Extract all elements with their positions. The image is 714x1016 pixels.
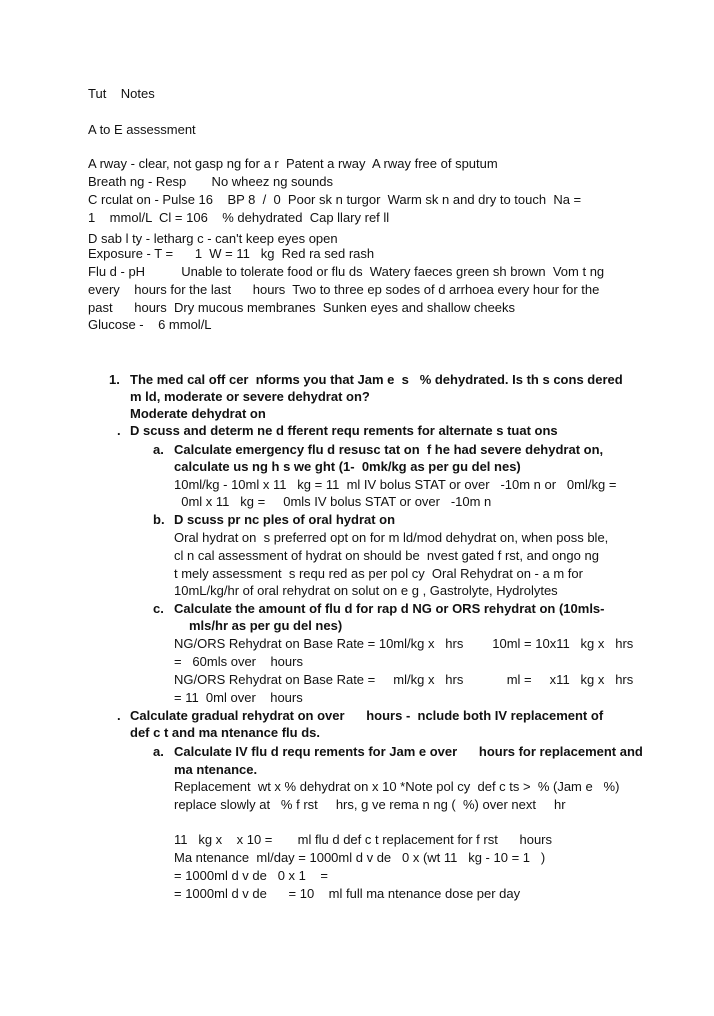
list-number: 1. — [109, 372, 120, 387]
answer-text: NG/ORS Rehydrat on Base Rate = 10ml/kg x hrs 10ml = 10x11 kg x hrs — [174, 636, 634, 651]
sub-question-text: ma ntenance. — [174, 762, 258, 777]
sub-question-text: mls/hr as per gu del nes) — [189, 618, 343, 633]
assessment-line: 1 mmol/L Cl = 106 % dehydrated Cap llary ref ll — [88, 210, 390, 225]
answer-text: Moderate dehydrat on — [130, 406, 266, 421]
answer-text: 10mL/kg/hr of oral rehydrat on solut on e g , Gastrolyte, Hydrolytes — [174, 583, 558, 598]
answer-text: 0ml x 11 kg = 0mls IV bolus STAT or over -10m n — [174, 494, 492, 509]
answer-text: 11 kg x x 10 = ml flu d def c t replacement for f rst hours — [174, 832, 552, 847]
assessment-line: Flu d - pH Unable to tolerate food or flu ds Watery faeces green sh brown Vom t ng — [88, 264, 605, 279]
answer-text: NG/ORS Rehydrat on Base Rate = ml/kg x hrs ml = x11 kg x hrs — [174, 672, 634, 687]
sub-list-letter: a. — [153, 442, 164, 457]
question-text: The med cal off cer nforms you that Jam e s % dehydrated. Is th s cons dered — [130, 372, 623, 387]
assessment-line: C rculat on - Pulse 16 BP 8 / 0 Poor sk n turgor Warm sk n and dry to touch Na = — [88, 192, 582, 207]
sub-question-text: Calculate emergency flu d resusc tat on f he had severe dehydrat on, — [174, 442, 604, 457]
assessment-line: past hours Dry mucous membranes Sunken eyes and shallow cheeks — [88, 300, 516, 315]
assessment-line: Glucose - 6 mmol/L — [88, 317, 212, 332]
sub-list-letter: b. — [153, 512, 165, 527]
sub-list-letter: c. — [153, 601, 164, 616]
answer-text: Ma ntenance ml/day = 1000ml d v de 0 x (wt 11 kg - 10 = 1 ) — [174, 850, 546, 865]
assessment-line: Exposure - T = 1 W = 11 kg Red ra sed rash — [88, 246, 375, 261]
assessment-line: D sab l ty - letharg c - can't keep eyes open — [88, 231, 338, 246]
answer-text: Oral hydrat on s preferred opt on for m ld/mod dehydrat on, when poss ble, — [174, 530, 609, 545]
question-text: m ld, moderate or severe dehydrat on? — [130, 389, 370, 404]
answer-text: cl n cal assessment of hydrat on should be nvest gated f rst, and ongo ng — [174, 548, 599, 563]
answer-text: = 11 0ml over hours — [174, 690, 303, 705]
answer-text: = 1000ml d v de 0 x 1 = — [174, 868, 328, 883]
page-title: Tut Notes — [88, 86, 155, 101]
answer-text: t mely assessment s requ red as per pol cy Oral Rehydrat on - a m for — [174, 566, 583, 581]
answer-text: Replacement wt x % dehydrat on x 10 *Note pol cy def c ts > % (Jam e %) — [174, 779, 620, 794]
assessment-line: every hours for the last hours Two to three ep sodes of d arrhoea every hour for the — [88, 282, 600, 297]
assessment-line: A rway - clear, not gasp ng for a r Patent a rway A rway free of sputum — [88, 156, 498, 171]
assessment-line: Breath ng - Resp No wheez ng sounds — [88, 174, 333, 189]
question-text: D scuss and determ ne d fferent requ rements for alternate s tuat ons — [130, 423, 558, 438]
question-text: def c t and ma ntenance flu ds. — [130, 725, 320, 740]
section-heading: A to E assessment — [88, 122, 196, 137]
answer-text: = 60mls over hours — [174, 654, 303, 669]
sub-question-text: Calculate the amount of flu d for rap d NG or ORS rehydrat on (10mls- — [174, 601, 605, 616]
sub-list-letter: a. — [153, 744, 164, 759]
list-number: . — [117, 423, 121, 438]
list-number: . — [117, 708, 121, 723]
sub-question-text: calculate us ng h s we ght (1- 0mk/kg as per gu del nes) — [174, 459, 521, 474]
sub-question-text: Calculate IV flu d requ rements for Jam e over hours for replacement and — [174, 744, 643, 759]
answer-text: = 1000ml d v de = 10 ml full ma ntenance dose per day — [174, 886, 521, 901]
sub-question-text: D scuss pr nc ples of oral hydrat on — [174, 512, 396, 527]
answer-text: 10ml/kg - 10ml x 11 kg = 11 ml IV bolus STAT or over -10m n or 0ml/kg = — [174, 477, 617, 492]
question-text: Calculate gradual rehydrat on over hours - nclude both IV replacement of — [130, 708, 604, 723]
answer-text: replace slowly at % f rst hrs, g ve rema n ng ( %) over next hr — [174, 797, 566, 812]
